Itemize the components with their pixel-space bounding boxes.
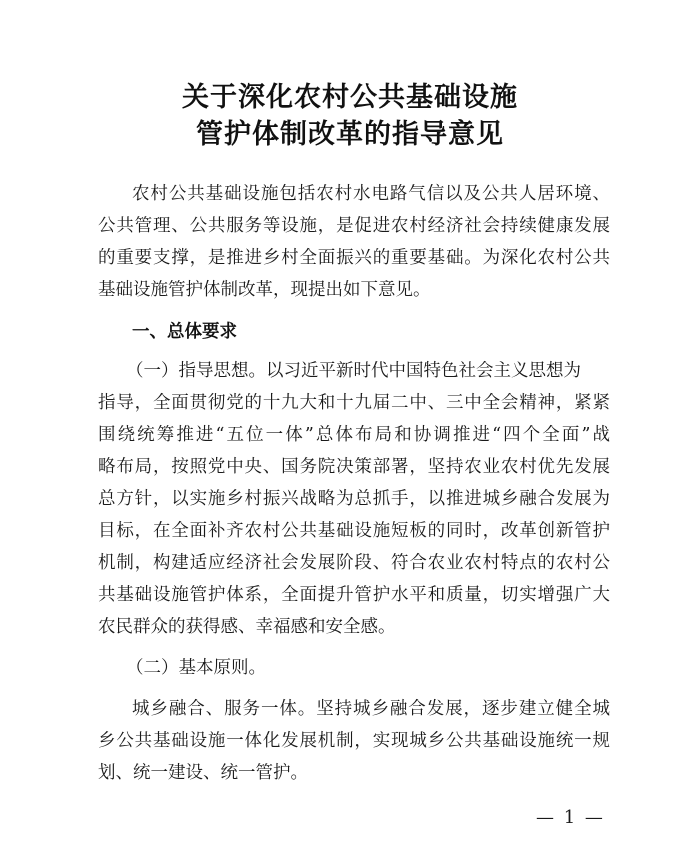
intro-line-3: 的重要支撑，是推进乡村全面振兴的重要基础。为深化农村公共 [98,248,610,268]
guiding-line-9: 农民群众的获得感、幸福感和安全感。 [98,617,396,637]
principles-line-1: 城乡融合、服务一体。坚持城乡融合发展，逐步建立健全城 [132,699,610,719]
section-heading-general-requirements: 一、总体要求 [132,322,237,342]
guiding-ideology-label: （一）指导思想。 [126,361,266,381]
basic-principles-label: （二）基本原则。 [126,658,266,678]
intro-line-1: 农村公共基础设施包括农村水电路气信以及公共人居环境、 [132,184,610,204]
basic-principles-heading [126,656,266,680]
guiding-ideology-first-line [126,359,610,383]
guiding-line-8: 共基础设施管护体系，全面提升管护水平和质量，切实增强广大 [98,585,610,605]
guiding-ideology-text: 以习近平新时代中国特色社会主义思想为 [266,361,581,381]
guiding-line-2: 指导，全面贯彻党的十九大和十九届二中、三中全会精神，紧紧 [98,393,610,413]
principles-line-2: 乡公共基础设施一体化发展机制，实现城乡公共基础设施统一规 [98,731,610,751]
guiding-line-5: 总方针，以实施乡村振兴战略为总抓手，以推进城乡融合发展为 [98,489,610,509]
guiding-line-7: 机制，构建适应经济社会发展阶段、符合农业农村特点的农村公 [98,553,610,573]
document-title-line-2: 管护体制改革的指导意见 [196,119,504,150]
guiding-line-6: 目标，在全面补齐农村公共基础设施短板的同时，改革创新管护 [98,521,610,541]
intro-line-4: 基础设施管护体制改革，现提出如下意见。 [98,280,431,300]
guiding-line-4: 略布局，按照党中央、国务院决策部署，坚持农业农村优先发展 [98,457,610,477]
principles-line-3: 划、统一建设、统一管护。 [98,763,308,783]
intro-line-2: 公共管理、公共服务等设施，是促进农村经济社会持续健康发展 [98,216,610,236]
document-title-line-1: 关于深化农村公共基础设施 [182,82,518,113]
page-number: — 1 — [536,807,605,828]
guiding-line-3: 围绕统筹推进“五位一体”总体布局和协调推进“四个全面”战 [98,425,610,445]
